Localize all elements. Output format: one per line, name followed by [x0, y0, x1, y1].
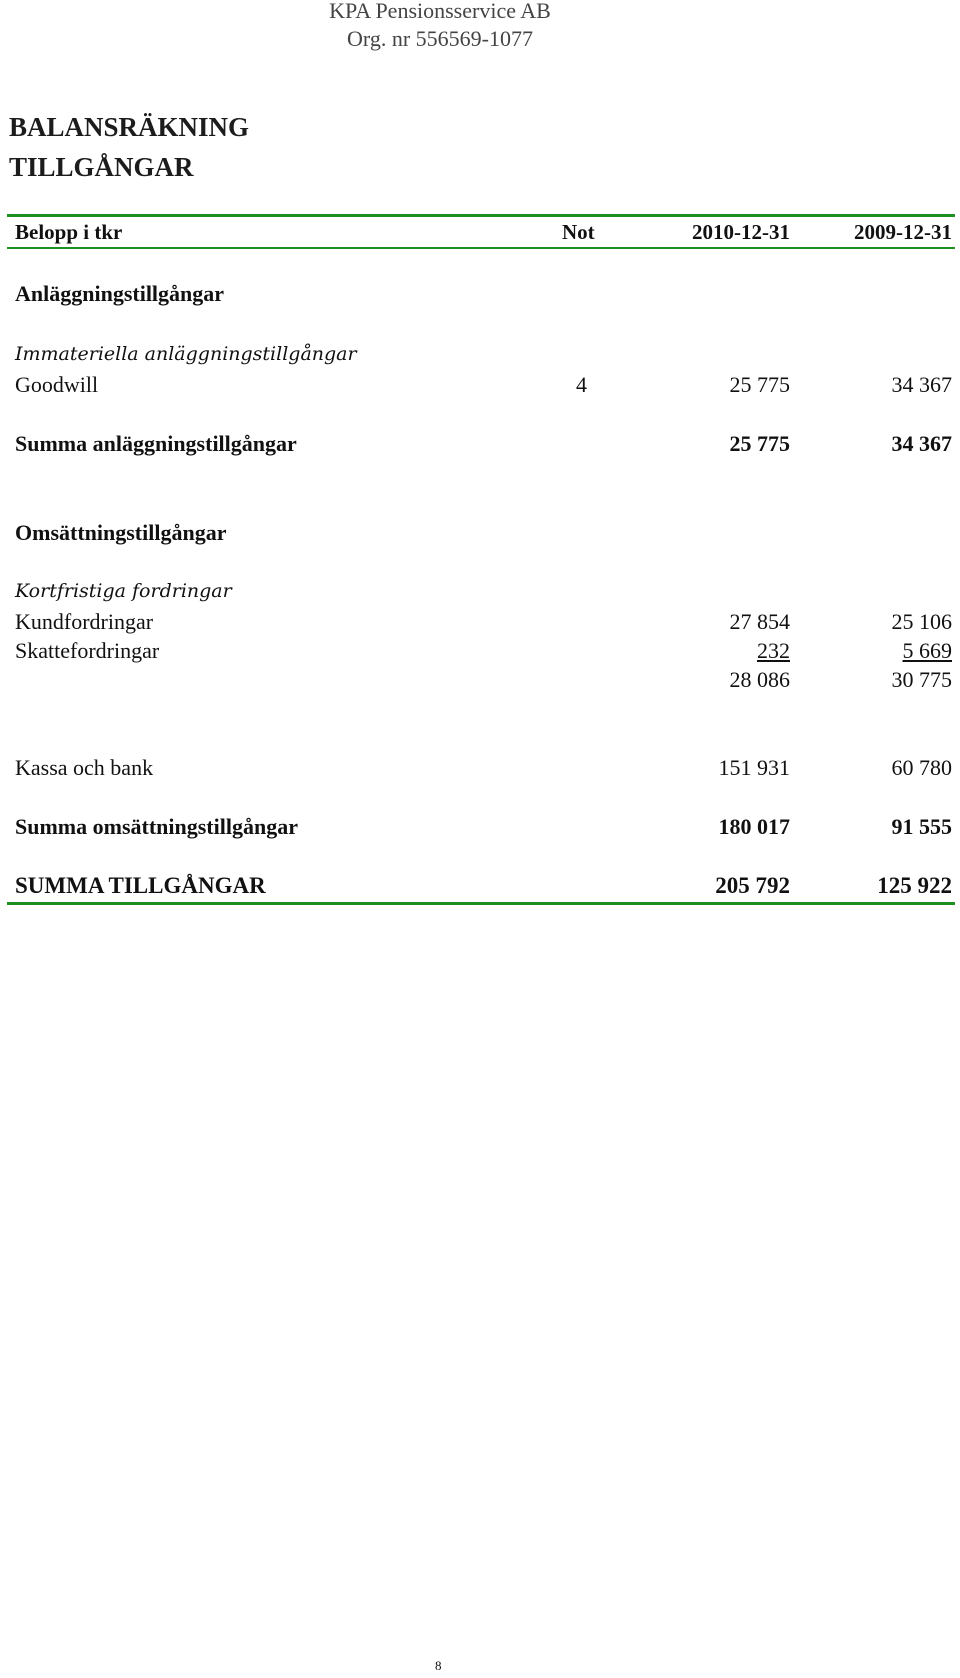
table-row-summa-anl: [0, 431, 960, 459]
row-value-2009: 34 367: [891, 372, 952, 397]
row-value-2010: 25 775: [729, 431, 790, 456]
table-row-subtotal: [0, 667, 960, 695]
company-name: KPA Pensionsservice AB: [329, 0, 551, 23]
col-header-2010: 2010-12-31: [692, 220, 790, 244]
row-value-2010: 151 931: [718, 755, 790, 780]
row-value-2009: 25 106: [891, 609, 952, 634]
row-value-2009: 34 367: [891, 431, 952, 456]
row-value-2010: 205 792: [715, 873, 790, 898]
subsection-heading-imm: [0, 343, 960, 371]
row-label: Skattefordringar: [15, 638, 160, 663]
page-title: BALANSRÄKNING: [9, 112, 250, 142]
org-number: Org. nr 556569-1077: [347, 26, 533, 51]
subsection-heading-kort: [0, 580, 960, 608]
row-value-2010: 232: [757, 638, 790, 663]
row-value-2009: 125 922: [877, 873, 952, 898]
col-header-2009: 2009-12-31: [854, 220, 952, 244]
section-heading-oms: [0, 520, 960, 548]
row-value-2010: 27 854: [729, 609, 790, 634]
row-value-2010: 180 017: [718, 814, 790, 839]
row-value-2010: 25 775: [729, 372, 790, 397]
page-subtitle: TILLGÅNGAR: [9, 152, 194, 182]
header-bottom-rule: [7, 247, 955, 249]
page-number: 8: [435, 1658, 442, 1673]
row-note: 4: [576, 372, 587, 397]
row-value-2009: 60 780: [891, 755, 952, 780]
section-heading-anl: [0, 281, 960, 309]
row-label: Goodwill: [15, 372, 99, 397]
section-title: Omsättningstillgångar: [15, 520, 227, 545]
col-header-note: Not: [562, 220, 595, 244]
table-row-kassa: [0, 755, 960, 783]
table-row-skatte: [0, 638, 960, 666]
row-value-2009: 30 775: [891, 667, 952, 692]
row-label: Kassa och bank: [15, 755, 154, 780]
row-label: Summa anläggningstillgångar: [15, 431, 297, 456]
col-header-label: Belopp i tkr: [15, 220, 123, 244]
table-row-kund: [0, 609, 960, 637]
section-title: Anläggningstillgångar: [15, 281, 225, 306]
table-row-goodwill: [0, 372, 960, 400]
row-value-2009: 91 555: [891, 814, 952, 839]
subsection-title: Immateriella anläggningstillgångar: [15, 343, 357, 365]
header-top-rule: [7, 214, 955, 217]
row-label: Kundfordringar: [15, 609, 154, 634]
table-row-summa-tillgangar: [0, 873, 960, 901]
row-label: SUMMA TILLGÅNGAR: [15, 873, 266, 898]
subsection-title: Kortfristiga fordringar: [15, 580, 232, 602]
table-row-summa-oms: [0, 814, 960, 842]
row-label: Summa omsättningstillgångar: [15, 814, 298, 839]
row-value-2009: 5 669: [902, 638, 952, 663]
row-value-2010: 28 086: [729, 667, 790, 692]
total-bottom-rule: [7, 902, 955, 905]
